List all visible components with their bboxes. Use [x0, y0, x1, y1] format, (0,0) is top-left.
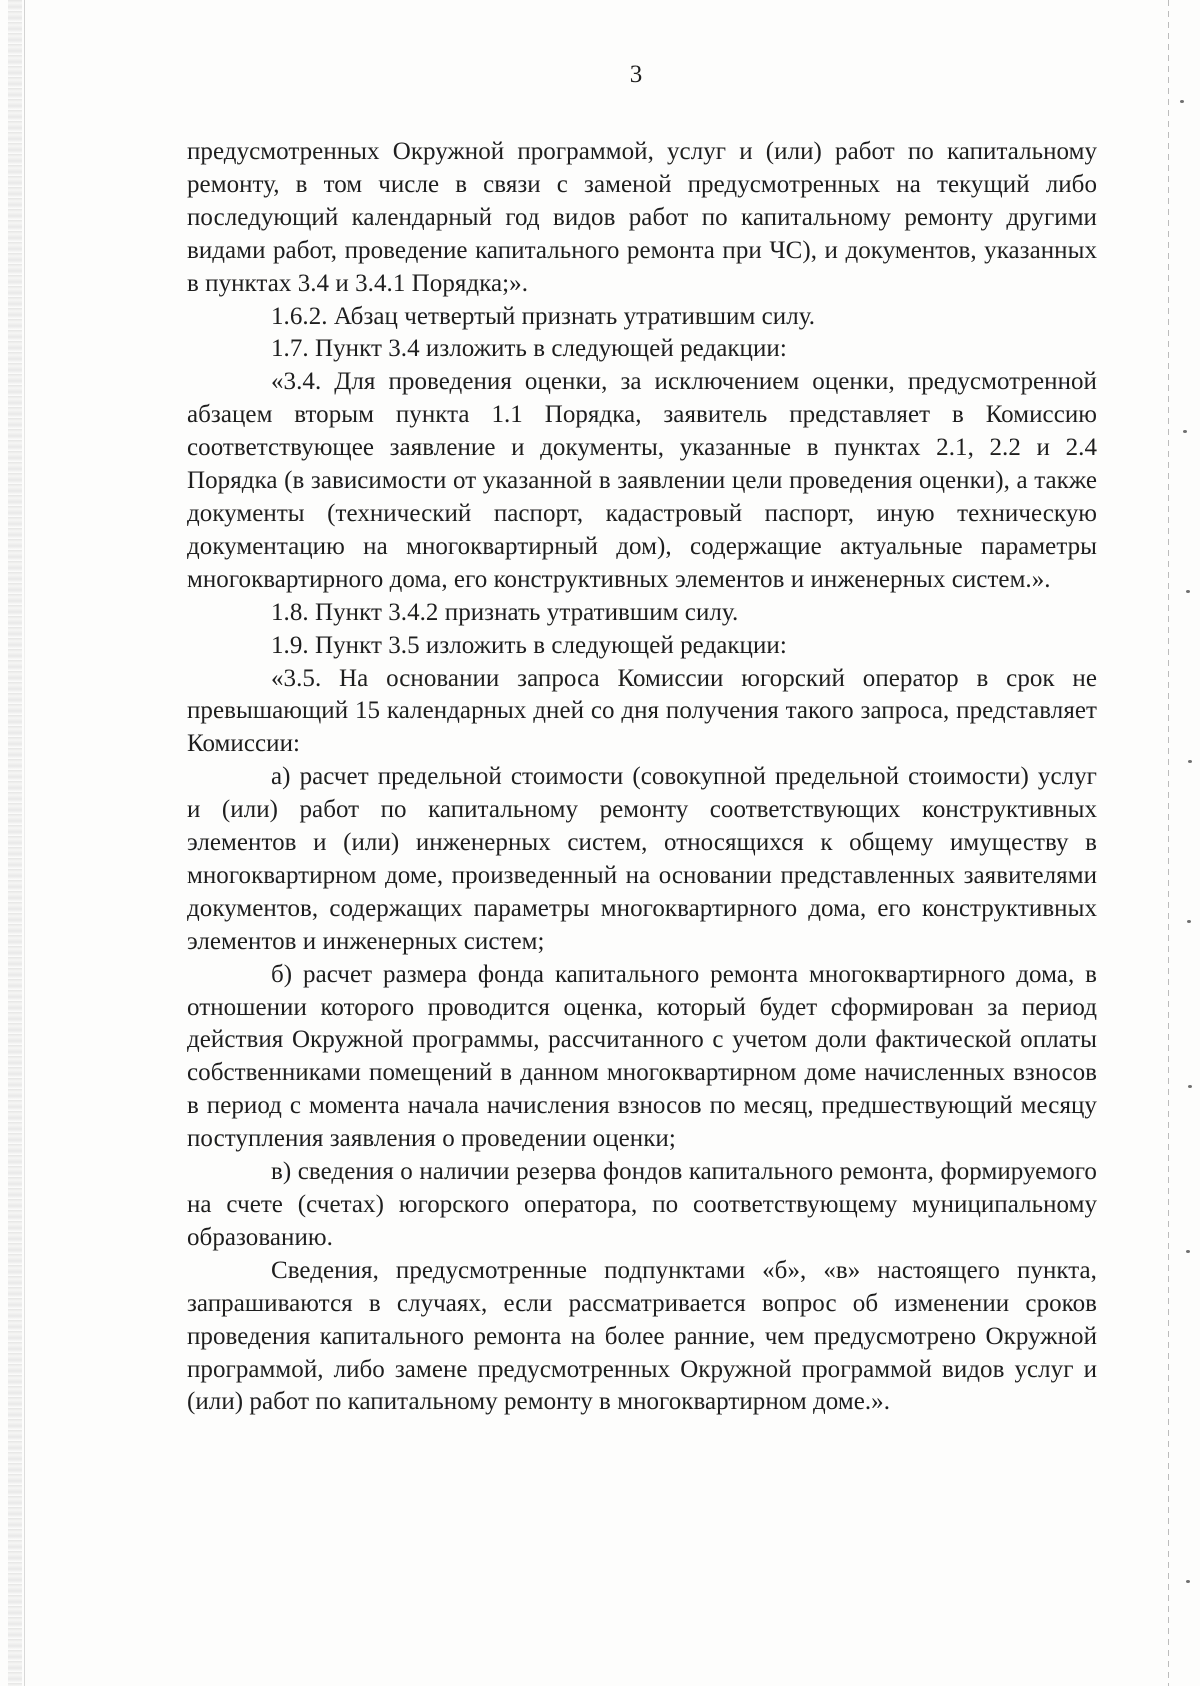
scan-speck — [1180, 100, 1184, 103]
scan-right-edge — [1168, 0, 1169, 1686]
paragraph-subitem-b: б) расчет размера фонда капитального ремонта многоквартирного дома, в отношении которого проводится оценка, который будет сформирован за период действия Окружной программы, рассчитанного с учетом доли фактической оплаты собственниками помещений в данном многоквартирном доме начисленных взносов в период с момента начала начисления взносов по месяц, предшествующий месяцу поступления заявления о проведении оценки; — [187, 960, 1097, 1153]
scan-speck — [1186, 1250, 1190, 1253]
paragraph-clause-3-5: «3.5. На основании запроса Комиссии югорский оператор в срок не превышающий 15 календарных дней со дня получения такого запроса, представляет Комиссии: — [187, 664, 1097, 758]
document-body — [187, 136, 1097, 1419]
paragraph-subitem-v: в) сведения о наличии резерва фондов капитального ремонта, формируемого на счете (счетах) югорского оператора, по соответствующему муниципальному образованию. — [187, 1158, 1097, 1251]
paragraph-item-1-9: 1.9. Пункт 3.5 изложить в следующей редакции: — [271, 631, 787, 659]
page-number: 3 — [629, 61, 643, 88]
scan-left-edge-line — [24, 0, 25, 1686]
paragraph-item-1-7: 1.7. Пункт 3.4 изложить в следующей редакции: — [271, 335, 787, 363]
scan-speck — [1183, 430, 1187, 433]
paragraph-clause-3-4: «3.4. Для проведения оценки, за исключением оценки, предусмотренной абзацем вторым пункта 1.1 Порядка, заявитель представляет в Комиссию соответствующее заявление и документы, указанные в пунктах 2.1, 2.2 и 2.4 Порядка (в зависимости от указанной в заявлении цели проведения оценки), а также документы (технический паспорт, кадастровый паспорт, иную техническую документацию на многоквартирный дом), содержащие актуальные параметры многоквартирного дома, его конструктивных элементов и инженерных систем.». — [187, 368, 1097, 593]
paragraph-final-note: Сведения, предусмотренные подпунктами «б», «в» настоящего пункта, запрашиваются в случаях, если рассматривается вопрос об изменении сроков проведения капитального ремонта на более ранние, чем предусмотрено Окружной программой, либо замене предусмотренных Окружной программой видов услуг и (или) работ по капитальному ремонту в многоквартирном доме.». — [187, 1256, 1097, 1416]
scan-left-edge — [8, 0, 22, 1686]
paragraph-item-1-8: 1.8. Пункт 3.4.2 признать утратившим силу. — [271, 598, 739, 626]
scan-speck — [1186, 1580, 1190, 1583]
scan-speck — [1186, 590, 1190, 593]
paragraph-continuation: предусмотренных Окружной программой, услуг и (или) работ по капитальному ремонту, в том числе в связи с заменой предусмотренных на текущий либо последующий календарный год видов работ по капитальному ремонту другими видами работ, проведение капитального ремонта при ЧС), и документов, указанных в пунктах 3.4 и 3.4.1 Порядка;». — [187, 138, 1097, 297]
scan-speck — [1188, 760, 1192, 763]
paragraph-item-1-6-2: 1.6.2. Абзац четвертый признать утратившим силу. — [271, 302, 816, 330]
scan-speck — [1187, 920, 1191, 923]
paragraph-subitem-a: а) расчет предельной стоимости (совокупной предельной стоимости) услуг и (или) работ по капитальному ремонту соответствующих конструктивных элементов и (или) инженерных систем, относящихся к общему имуществу в многоквартирном доме, произведенный на основании представленных заявителями документов, содержащих параметры многоквартирного дома, его конструктивных элементов и инженерных систем; — [187, 763, 1097, 955]
scan-speck — [1188, 1085, 1192, 1088]
